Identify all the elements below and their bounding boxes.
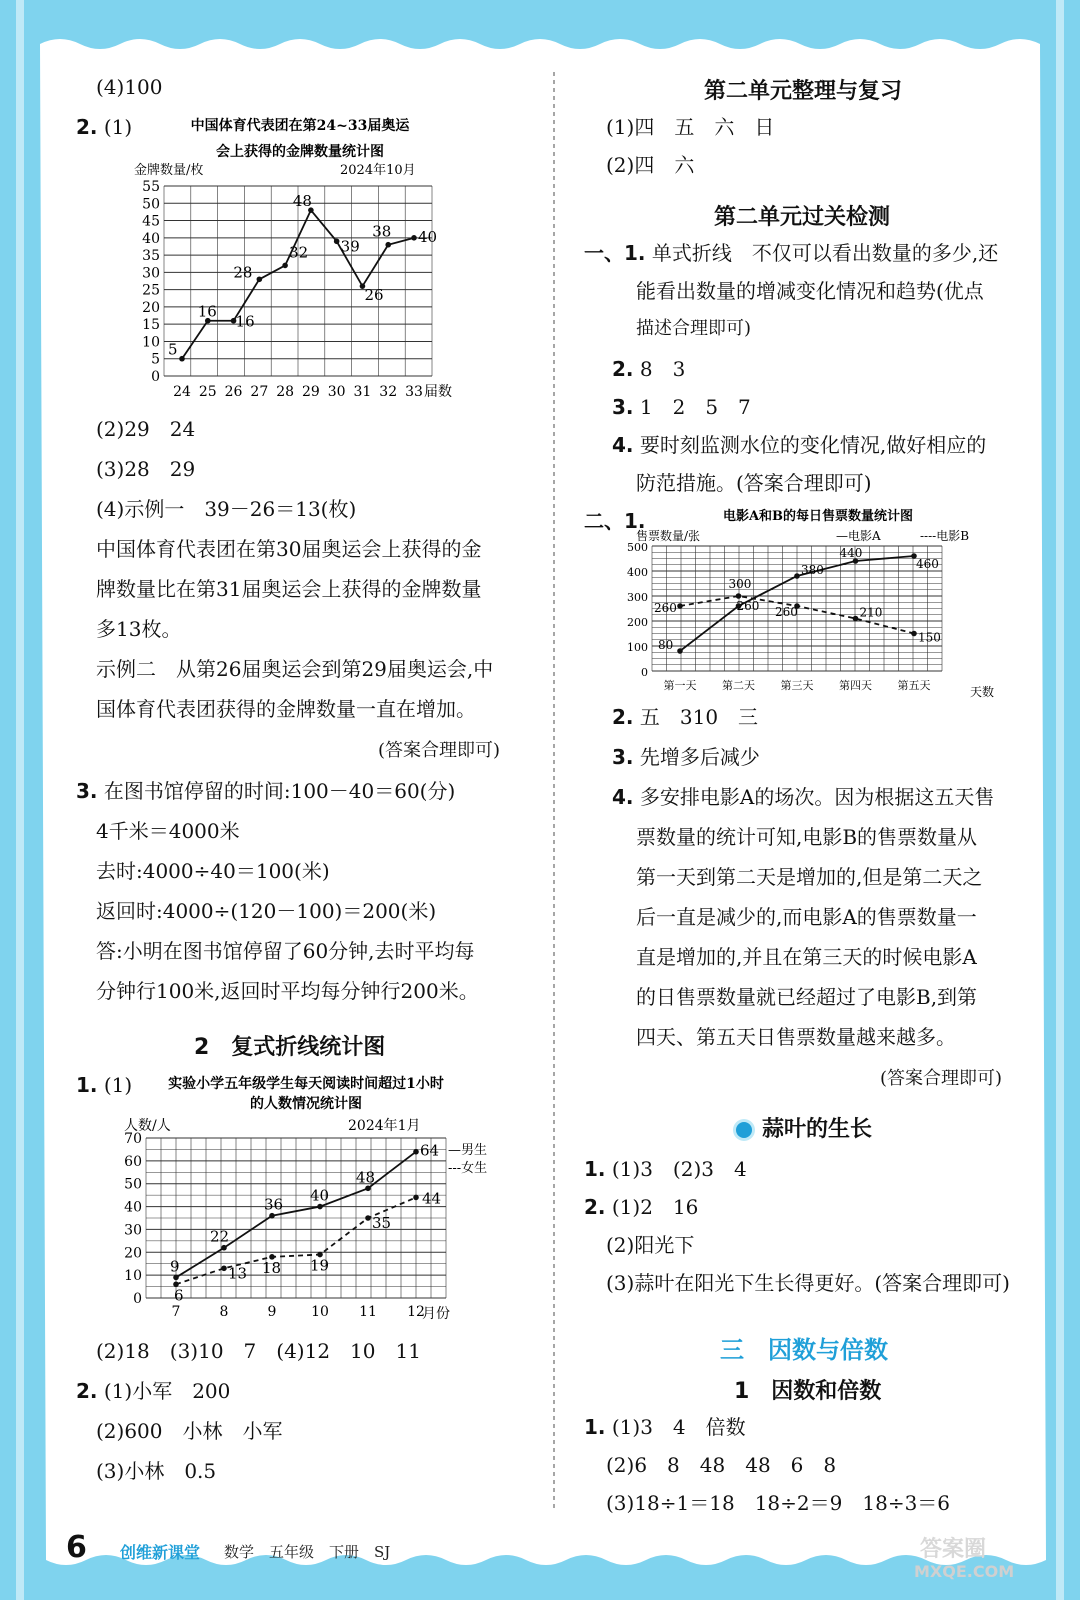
data-point	[365, 1215, 371, 1221]
watermark: MXQE.COM	[914, 1562, 1015, 1581]
book-info: 数学 五年级 下册 SJ	[224, 1543, 391, 1561]
y-axis-label: 人数/人	[124, 1118, 171, 1134]
data-label: 260	[654, 601, 677, 615]
answer-line: 的日售票数量就已经超过了电影B,到第	[636, 985, 978, 1009]
answer-line: 四天、第五天日售票数量越来越多。	[636, 1025, 956, 1049]
answer-line: (3)小林 0.5	[96, 1459, 217, 1483]
answer-line: 去时:4000÷40＝100(米)	[96, 859, 330, 883]
q-num: 3.	[612, 395, 634, 419]
question-4	[612, 784, 994, 810]
section-heading: 第二单元整理与复习	[704, 79, 903, 104]
answer-line: 牌数量比在第31届奥运会上获得的金牌数量	[96, 577, 482, 601]
y-tick-label: 300	[627, 591, 648, 604]
data-point	[282, 263, 288, 269]
x-tick-label: 第一天	[663, 679, 697, 692]
chapter-heading: 三 因数与倍数	[720, 1336, 888, 1364]
data-label: 35	[372, 1214, 392, 1232]
answer-line: 分钟行100米,返回时平均每分钟行200米。	[96, 979, 479, 1003]
y-tick-label: 30	[142, 265, 160, 282]
y-tick-label: 40	[142, 230, 160, 247]
data-point	[269, 1213, 275, 1219]
answer-text: 五 310 三	[639, 705, 759, 729]
data-label: 18	[262, 1258, 282, 1277]
x-tick-label: 11	[359, 1304, 377, 1320]
data-point	[736, 593, 742, 599]
legend-boys: —男生	[448, 1143, 488, 1158]
answer-text: 8 3	[639, 357, 686, 381]
data-label: 80	[658, 638, 674, 652]
data-label: 300	[728, 577, 752, 591]
data-point	[173, 1275, 179, 1281]
data-point	[677, 603, 683, 609]
answer-text: (1)3 4 倍数	[611, 1415, 746, 1439]
q-sub: (1)	[103, 1073, 133, 1097]
q-num: 4.	[612, 433, 634, 457]
question-1	[584, 1414, 746, 1440]
data-label: 38	[372, 222, 392, 241]
answer-note: (答案合理即可)	[880, 1068, 1003, 1089]
x-tick-label: 第四天	[839, 679, 872, 692]
movie-ticket-line-chart	[627, 506, 1010, 706]
answer-text: 单式折线 不仅可以看出数量的多少,还	[651, 241, 999, 265]
y-axis-label: 售票数量/张	[636, 529, 701, 543]
data-label: 39	[340, 237, 360, 256]
x-tick-label: 29	[301, 384, 320, 400]
answer-text: (1)小军 200	[103, 1379, 231, 1403]
answer-line: (4)示例一 39－26＝13(枚)	[96, 497, 357, 521]
data-label: 260	[736, 599, 760, 613]
data-label: 5	[168, 340, 178, 359]
data-label: 210	[859, 605, 883, 620]
data-point	[179, 356, 185, 362]
data-point	[794, 573, 800, 579]
y-tick-label: 200	[627, 616, 648, 629]
y-tick-label: 50	[142, 196, 160, 213]
answer-line: 返回时:4000÷(120－100)＝200(米)	[96, 899, 437, 923]
question-1	[584, 240, 998, 266]
question-2	[612, 356, 685, 382]
answer-line: 防范措施。(答案合理即可)	[636, 471, 872, 495]
y-tick-label: 0	[641, 666, 648, 679]
reading-time-line-chart	[116, 1070, 536, 1332]
section-heading: 1 因数和倍数	[734, 1379, 882, 1404]
data-label: 260	[775, 605, 798, 619]
question-3	[612, 394, 751, 420]
answer-line: (2)阳光下	[606, 1233, 695, 1257]
q-num: 2.	[612, 357, 634, 381]
section-heading	[736, 1112, 872, 1143]
answer-text: (1)3 (2)3 4	[611, 1157, 747, 1181]
answer-text: 在图书馆停留的时间:100－40＝60(分)	[103, 779, 456, 803]
q-num: 1.	[584, 1157, 606, 1181]
answer-line: 国体育代表团获得的金牌数量一直在增加。	[96, 697, 476, 721]
y-tick-label: 55	[142, 179, 160, 195]
data-label: 48	[356, 1168, 376, 1187]
answer-note: (答案合理即可)	[378, 740, 501, 761]
data-label: 460	[916, 557, 939, 571]
answer-line: 后一直是减少的,而电影A的售票数量一	[636, 905, 977, 929]
question-2	[612, 704, 758, 730]
y-tick-label: 10	[124, 1268, 142, 1285]
x-tick-label: 24	[173, 384, 191, 400]
y-tick-label: 40	[124, 1199, 142, 1216]
q-sub: (1)	[103, 115, 133, 139]
chart-title-2: 的人数情况统计图	[250, 1096, 362, 1112]
question-3	[76, 778, 455, 804]
data-label: 9	[170, 1257, 180, 1276]
data-label: 28	[233, 263, 253, 282]
section-heading: 第二单元过关检测	[714, 205, 891, 230]
answer-line: 多13枚。	[96, 617, 182, 641]
question-3	[612, 744, 760, 770]
answer-line: (1)四 五 六 日	[606, 115, 775, 139]
q-num: 2.	[76, 115, 98, 139]
data-label: 6	[174, 1286, 184, 1305]
x-tick-label: 第三天	[780, 679, 814, 692]
y-tick-label: 20	[142, 299, 160, 316]
y-tick-label: 0	[133, 1291, 142, 1307]
answer-text: 要时刻监测水位的变化情况,做好相应的	[639, 433, 987, 457]
data-label: 19	[310, 1256, 330, 1275]
data-point	[853, 616, 859, 622]
y-tick-label: 35	[142, 248, 160, 265]
y-tick-label: 50	[124, 1176, 142, 1193]
y-tick-label: 10	[142, 334, 160, 351]
answer-line: 答:小明在图书馆停留了60分钟,去时平均每	[96, 939, 475, 963]
chart-title-2: 会上获得的金牌数量统计图	[216, 144, 384, 160]
answer-line: (3)28 29	[96, 457, 196, 481]
y-tick-label: 25	[142, 282, 160, 299]
y-tick-label: 0	[151, 369, 160, 385]
data-label: 48	[292, 192, 312, 211]
chart-title: 实验小学五年级学生每天阅读时间超过1小时	[168, 1076, 444, 1092]
q-num: 一、1.	[584, 241, 646, 265]
x-tick-label: 33	[405, 384, 423, 400]
q-num: 1.	[584, 1415, 606, 1439]
data-point	[317, 1204, 323, 1210]
data-label: 380	[801, 563, 824, 577]
section-heading: 2 复式折线统计图	[194, 1035, 386, 1060]
answer-line: (2)18 (3)10 7 (4)12 10 11	[96, 1339, 421, 1363]
x-tick-label: 32	[379, 384, 398, 400]
x-tick-label: 9	[267, 1304, 277, 1320]
q-num: 3.	[612, 745, 634, 769]
data-label: 13	[228, 1264, 248, 1283]
data-point	[365, 1185, 371, 1191]
q-num: 2.	[76, 1379, 98, 1403]
x-tick-label: 7	[171, 1304, 181, 1320]
answer-line: (2)四 六	[606, 153, 695, 177]
page-number: 6	[66, 1530, 87, 1565]
y-tick-label: 100	[627, 641, 648, 654]
y-tick-label: 45	[142, 213, 160, 230]
answer-line: (3)蒜叶在阳光下生长得更好。(答案合理即可)	[606, 1271, 1010, 1295]
y-tick-label: 500	[627, 541, 648, 554]
data-label: 16	[197, 302, 217, 321]
answer-line: 中国体育代表团在第30届奥运会上获得的金	[96, 537, 482, 561]
y-tick-label: 15	[142, 317, 160, 334]
data-label: 36	[264, 1195, 284, 1214]
data-point	[221, 1265, 227, 1271]
x-tick-label: 28	[276, 384, 295, 400]
q-num: 3.	[76, 779, 98, 803]
answer-line: 能看出数量的增减变化情况和趋势(优点	[636, 279, 984, 303]
data-label: 22	[210, 1227, 230, 1246]
data-label: 16	[235, 312, 255, 331]
y-tick-label: 30	[124, 1222, 142, 1239]
answer-text: 多安排电影A的场次。因为根据这五天售	[639, 785, 995, 809]
heading-text: 蒜叶的生长	[762, 1117, 873, 1142]
x-tick-label: 30	[327, 384, 346, 400]
x-tick-label: 8	[219, 1304, 229, 1320]
data-label: 440	[839, 546, 863, 560]
bullet-icon	[736, 1122, 752, 1138]
chart-title: 电影A和B的每日售票数量统计图	[722, 509, 914, 524]
answer-line: 第一天到第二天是增加的,但是第二天之	[636, 865, 983, 889]
answer-line: 示例二 从第26届奥运会到第29届奥运会,中	[96, 657, 494, 681]
legend-movie-b: ----电影B	[920, 529, 970, 543]
watermark-label: 答案圈	[920, 1537, 987, 1562]
question-2	[584, 1194, 698, 1220]
chart-date: 2024年1月	[348, 1118, 421, 1134]
question-1	[584, 1156, 747, 1182]
data-point	[911, 631, 917, 637]
x-tick-label: 10	[311, 1304, 329, 1320]
x-tick-label: 12	[407, 1304, 425, 1320]
data-point	[334, 238, 340, 244]
brand-name: 创维新课堂	[120, 1543, 201, 1562]
data-label: 32	[289, 243, 309, 262]
question-2	[76, 1378, 230, 1404]
y-tick-label: 70	[124, 1131, 142, 1147]
answer-line: (2)600 小林 小军	[96, 1419, 283, 1443]
data-label: 150	[918, 630, 941, 645]
data-point	[413, 1195, 419, 1201]
data-label: 44	[422, 1189, 442, 1208]
data-point	[413, 1149, 419, 1155]
data-point	[385, 242, 391, 248]
data-label: 26	[364, 286, 384, 305]
data-label: 64	[420, 1141, 440, 1160]
legend-movie-a: —电影A	[836, 529, 881, 543]
chart-title: 中国体育代表团在第24~33届奥运	[190, 118, 410, 134]
x-tick-label: 31	[353, 384, 372, 400]
x-tick-label: 25	[198, 384, 217, 400]
question-4	[612, 432, 986, 458]
x-axis-label: 天数	[970, 685, 995, 699]
answer-line: (2)29 24	[96, 417, 196, 441]
answer-line: (2)6 8 48 48 6 8	[606, 1453, 837, 1477]
legend-girls: ---女生	[448, 1161, 488, 1176]
answer-line: (3)18÷1＝18 18÷2＝9 18÷3＝6	[606, 1491, 951, 1515]
answer-line: 4千米＝4000米	[96, 819, 240, 843]
answer-line: 描述合理即可)	[636, 318, 752, 339]
y-axis-label: 金牌数量/枚	[134, 163, 204, 178]
y-tick-label: 20	[124, 1245, 142, 1262]
y-tick-label: 60	[124, 1153, 142, 1170]
q-num: 2.	[612, 705, 634, 729]
x-tick-label: 第五天	[897, 679, 931, 692]
gold-medal-line-chart	[120, 112, 470, 412]
data-label: 40	[310, 1186, 330, 1205]
x-tick-label: 第二天	[722, 679, 755, 692]
q-num: 2.	[584, 1195, 606, 1219]
data-point	[221, 1245, 227, 1251]
x-axis-label: 届数	[424, 384, 452, 400]
data-point	[677, 648, 683, 654]
x-tick-label: 26	[224, 384, 243, 400]
y-tick-label: 400	[627, 566, 648, 579]
answer-text: 先增多后减少	[639, 745, 760, 769]
q-num: 4.	[612, 785, 634, 809]
answer-text: 1 2 5 7	[639, 395, 751, 419]
y-tick-label: 5	[151, 351, 160, 368]
answer-text: (1)2 16	[611, 1195, 699, 1219]
answer-line: 票数量的统计可知,电影B的售票数量从	[636, 825, 978, 849]
answer-line: (4)100	[96, 75, 163, 99]
q-num: 1.	[76, 1073, 98, 1097]
data-label: 40	[418, 227, 438, 246]
x-tick-label: 27	[250, 384, 269, 400]
data-point	[411, 235, 417, 241]
data-point	[257, 276, 263, 282]
q-num: 二、1.	[584, 509, 646, 533]
x-axis-label: 月份	[422, 1306, 450, 1322]
chart-date: 2024年10月	[340, 163, 416, 178]
answer-line: 直是增加的,并且在第三天的时候电影A	[636, 945, 977, 969]
